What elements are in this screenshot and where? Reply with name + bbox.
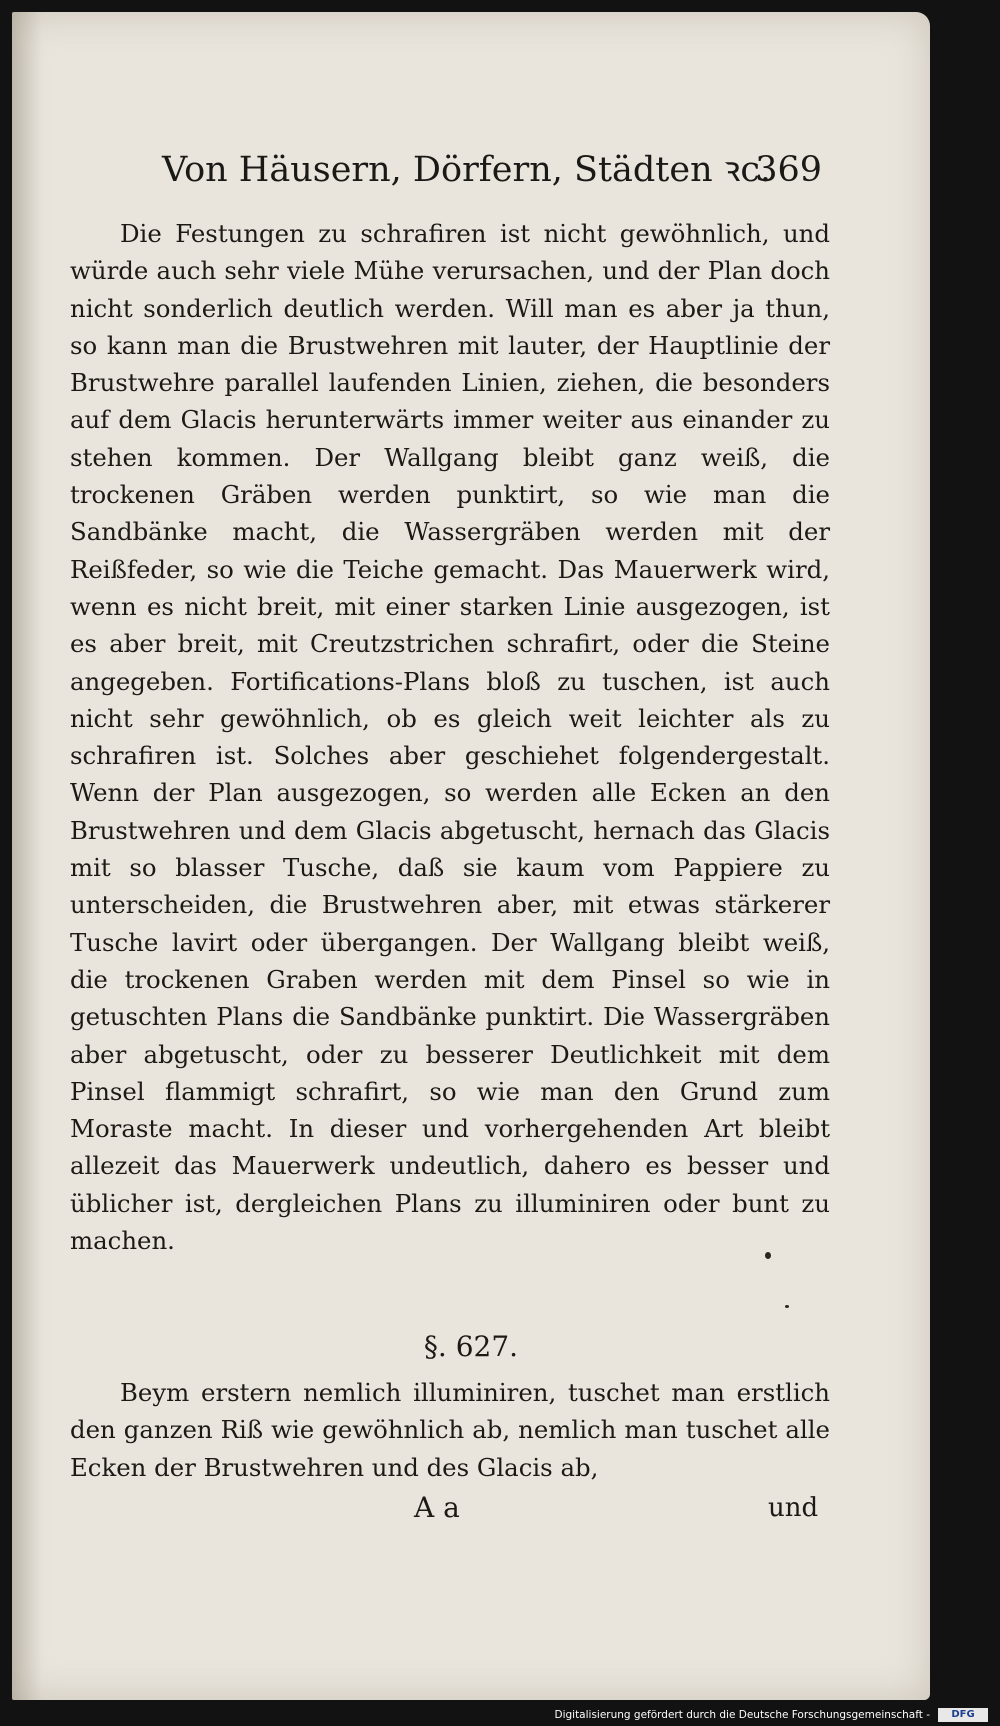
second-text xyxy=(70,1374,830,1486)
main-text xyxy=(70,215,830,1259)
paragraph-2: Beym erstern nemlich illuminiren, tuschet man erstlich den ganzen Riß wie gewöhnlich ab, nemlich man tuschet alle Ecken der Brustwehren und des Glacis ab, xyxy=(70,1378,830,1482)
catchword: und xyxy=(768,1493,819,1523)
page-number: 369 xyxy=(755,150,822,190)
running-head xyxy=(162,145,822,195)
ink-spot xyxy=(765,1252,771,1259)
paragraph-1: Die Festungen zu schrafiren ist nicht gewöhnlich, und würde auch sehr viele Mühe verursachen, und der Plan doch nicht sonderlich deutlich werden. Will man es aber ja thun, so kann man die Brustwehren mit lauter, der Hauptlinie der Brustwehre parallel laufenden Linien, ziehen, die besonders auf dem Glacis herunterwärts immer weiter aus einander zu stehen kommen. Der Wallgang bleibt ganz weiß, die trockenen Gräben werden punktirt, so wie man die Sandbänke macht, die Wassergräben werden mit der Reißfeder, so wie die Teiche gemacht. Das Mauerwerk wird, wenn es nicht breit, mit einer starken Linie ausgezogen, ist es aber breit, mit Creutzstrichen schrafirt, oder die Steine angegeben. Fortifications-Plans bloß zu tuschen, ist auch nicht sehr gewöhnlich, ob es gleich weit leichter als zu schrafiren ist. Solches aber geschiehet folgendergestalt. Wenn der Plan ausgezogen, so werden alle Ecken an den Brustwehren und dem Glacis abgetuscht, hernach das Glacis mit so blasser Tusche, daß sie kaum vom Pappiere zu unterscheiden, die Brustwehren aber, mit etwas stärkerer Tusche lavirt oder übergangen. Der Wallgang bleibt weiß, die trockenen Graben werden mit dem Pinsel so wie in getuschten Plans die Sandbänke punktirt. Die Wassergräben aber abgetuscht, oder zu besserer Deutlichkeit mit dem Pinsel flammigt schrafirt, so wie man den Grund zum Moraste macht. In dieser und vorhergehenden Art bleibt allezeit das Mauerwerk undeutlich, dahero es besser und üblicher ist, dergleichen Plans zu illuminiren oder bunt zu machen. xyxy=(70,219,830,1256)
dfg-logo: DFG xyxy=(938,1708,988,1722)
signature-mark: A a xyxy=(414,1491,460,1524)
book-page xyxy=(12,12,930,1700)
digitization-credit: Digitalisierung gefördert durch die Deutsche Forschungsgemeinschaft - xyxy=(554,1709,930,1721)
section-heading: §. 627. xyxy=(423,1330,519,1363)
running-title: Von Häusern, Dörfern, Städten ꝛc. xyxy=(162,150,772,190)
ink-spot xyxy=(785,1305,789,1308)
